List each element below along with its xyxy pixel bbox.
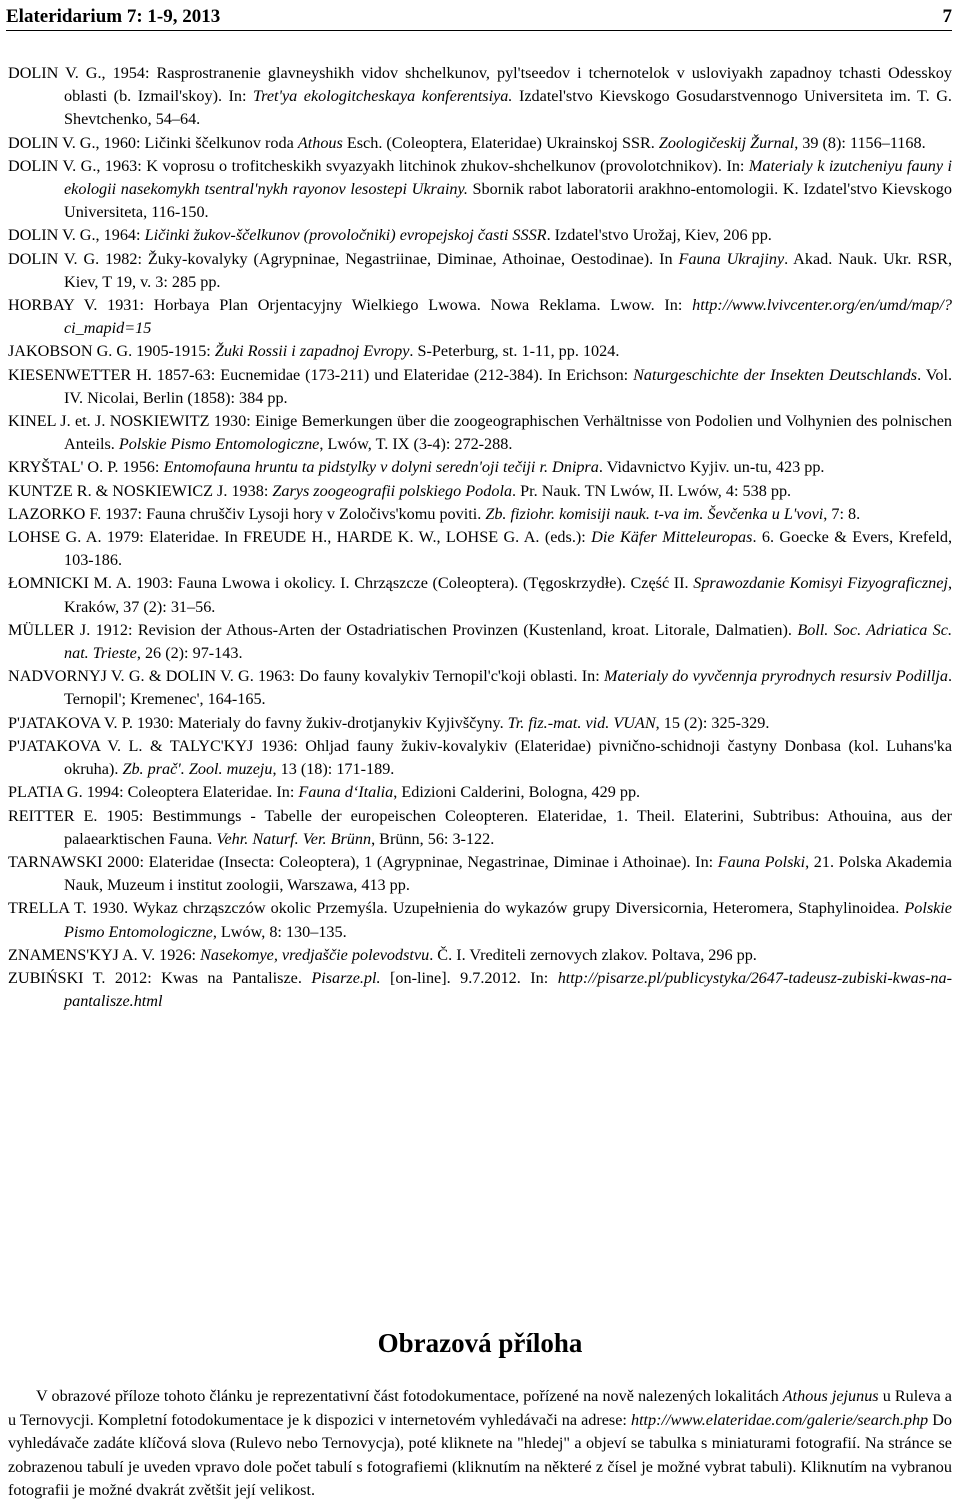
text-run: P'JATAKOVA V. P. 1930: Materialy do favny žukiv-drotjanykiv Kyjivščyny. <box>8 713 508 732</box>
reference-entry <box>8 851 952 897</box>
italic-text: Boll. Soc. Adriatica Sc. nat. Trieste <box>64 620 953 663</box>
text-run: , 15 (2): 325-329. <box>655 713 770 732</box>
section-title: Obrazová příloha <box>377 1328 583 1358</box>
text-run: PLATIA G. 1994: Coleoptera Elateridae. In: <box>8 783 299 802</box>
reference-entry <box>8 132 952 155</box>
text-run: DOLIN V. G., 1954: Rasprostranenie glavneyshikh vidov shchelkunov, pyl'tseedov i tchernotelok v usloviyakh zapadnoy tchasti Odesskoy oblasti (b. Izmail'skoy). In: <box>8 64 952 106</box>
reference-entry <box>8 340 952 363</box>
page-number: 7 <box>942 6 952 27</box>
text-run: . Izdatel'stvo Urožaj, Kiev, 206 pp. <box>546 226 772 245</box>
text-run: , 39 (8): 1156–1168. <box>794 133 926 152</box>
reference-entry <box>8 294 952 340</box>
reference-entry <box>8 665 952 711</box>
reference-entry <box>8 712 952 735</box>
italic-text: Tr. fiz.-mat. vid. VUAN <box>507 713 656 732</box>
text-run: TRELLA T. 1930. Wykaz chrząszczów okolic Przemyśla. Uzupełnienia do wykazów grupy Diversicornia, Heteromera, Staphylinoidea. <box>8 899 905 918</box>
text-run: . Akad. Nauk. Ukr. RSR, Kiev, T 19, v. 3: 285 pp. <box>64 249 952 291</box>
text-run: u Ruleva a u Ternovycji. Kompletní fotodokumentace je k dispozici v internetovém vyhledávači na adrese: <box>8 1387 952 1429</box>
reference-entry <box>8 224 952 247</box>
text-run: MÜLLER J. 1912: Revision der Athous-Arten der Ostadriatischen Provinzen (Kustenland, kroat. Litorale, Dalmatien). <box>8 620 798 639</box>
italic-text: Fauna Polski <box>717 852 806 871</box>
text-run: HORBAY V. 1931: Horbaya Plan Orjentacyjny Wielkiego Lwowa. Nowa Reklama. Lwow. In: <box>8 296 693 315</box>
text-run: P'JATAKOVA V. L. & TALYC'KYJ 1936: Ohljad fauny žukiv-kovalykiv (Elateridae) pivnično-schidnoji častyny Donbasa (kol. Luhans'ka okruha). <box>8 736 952 779</box>
italic-text: Athous <box>297 133 343 152</box>
italic-text: Nasekomye, vredjaščie polevodstvu <box>200 945 430 964</box>
text-run: LOHSE G. A. 1979: Elateridae. In FREUDE H., HARDE K. W., LOHSE G. A. (eds.): <box>8 528 592 547</box>
italic-text: Naturgeschichte der Insekten Deutschlands <box>633 365 918 384</box>
text-run: . Vol. IV. Nicolai, Berlin (1858): 384 pp. <box>64 365 952 407</box>
text-run: JAKOBSON G. G. 1905-1915: <box>8 342 215 361</box>
reference-entry <box>8 897 952 943</box>
reference-entry <box>8 503 952 526</box>
text-run: KUNTZE R. & NOSKIEWICZ J. 1938: <box>8 481 273 500</box>
italic-text: Fauna Ukrajiny <box>678 249 785 268</box>
text-run: , Edizioni Calderini, Bologna, 429 pp. <box>393 783 641 802</box>
italic-text: Polskie Pismo Entomologiczne <box>118 435 320 454</box>
reference-entry <box>8 735 952 781</box>
text-run: Sbornik rabot laboratorii arakhno-entomologii. K. Izdatel'stvo Kievskogo Universiteta, 116-150. <box>64 180 952 222</box>
journal-citation: Elateridarium 7: 1-9, 2013 <box>6 6 221 27</box>
reference-list <box>8 62 952 1013</box>
text-run: . Ternopil'; Kremenec', 164-165. <box>64 667 952 709</box>
reference-entry <box>8 410 952 456</box>
italic-text: Tret'ya ekologitcheskaya konferentsiya. <box>253 87 513 106</box>
text-run: ZNAMENS'KYJ A. V. 1926: <box>8 945 201 964</box>
reference-entry <box>8 62 952 132</box>
text-run: LAZORKO F. 1937: Fauna chruščiv Lysoji hory v Zoločivs'komu poviti. <box>8 504 486 523</box>
italic-text: http://www.lvivcenter.org/en/umd/map/?ci_mapid=15 <box>64 296 952 338</box>
italic-text: Polskie Pismo Entomologiczne <box>64 899 952 941</box>
reference-entry <box>8 967 952 1013</box>
appendix-paragraph <box>8 1385 952 1503</box>
text-run: , Brünn, 56: 3-122. <box>371 829 495 848</box>
text-run: NADVORNYJ V. G. & DOLIN V. G. 1963: Do fauny kovalykiv Ternopil'c'koji oblasti. In: <box>8 667 605 686</box>
text-run: DOLIN V. G., 1964: <box>8 226 145 245</box>
italic-text: http://pisarze.pl/publicystyka/2647-tadeusz-zubiski-kwas-na-pantalisze.html <box>64 968 952 1011</box>
running-header <box>6 0 952 31</box>
italic-text: Athous jejunus <box>782 1387 879 1405</box>
text-run: , 26 (2): 97-143. <box>136 644 243 663</box>
text-run: DOLIN V. G. 1982: Žuky-kovalyky (Agrypninae, Negastriinae, Diminae, Athoinae, Oestodinae). In <box>8 249 679 268</box>
text-run: . Vidavnictvo Kyjiv. un-tu, 423 pp. <box>598 458 825 477</box>
text-run: REITTER E. 1905: Bestimmungs - Tabelle der europeischen Coleopteren. Elateridae, 1. Theil. Elaterini, Subtribus: Athouina, aus der palaearktischen Fauna. <box>8 806 952 848</box>
reference-entry <box>8 526 952 572</box>
text-run: , 21. Polska Akademia Nauk, Muzeum i institut zoologii, Warszawa, 413 pp. <box>64 852 952 895</box>
italic-text: Zarys zoogeografii polskiego Podola <box>272 481 513 500</box>
text-run: ZUBIŃSKI T. 2012: Kwas na Pantalisze. <box>8 968 312 987</box>
italic-text: http://www.elateridae.com/galerie/search.php <box>630 1410 929 1429</box>
text-run: KRYŠTAL' O. P. 1956: <box>8 458 164 477</box>
reference-entry <box>8 155 952 225</box>
text-run: KINEL J. et. J. NOSKIEWITZ 1930: Einige Bemerkungen über die zoogeographischen Verhältnisse von Podolien und Volhynien des polnischen Anteils. <box>8 412 952 454</box>
italic-text: Ličinki žukov-ščelkunov (provoločniki) evropejskoj časti SSSR <box>144 226 547 245</box>
text-run: . 6. Goecke & Evers, Krefeld, 103-186. <box>64 528 953 570</box>
italic-text: Zoologičeskij Žurnal <box>658 133 795 152</box>
reference-entry <box>8 619 952 665</box>
italic-text: Zb. fiziohr. komisiji nauk. t-va im. Ševčenka u L'vovi <box>485 504 824 523</box>
text-run: Izdatel'stvo Kievskogo Gosudarstvennogo Universiteta im. T. G. Shevtchenko, 54–64. <box>64 87 952 129</box>
italic-text: Vehr. Naturf. Ver. Brünn <box>216 829 372 848</box>
text-run: , Lwów, T. IX (3-4): 272-288. <box>319 435 513 454</box>
text-run: DOLIN V. G., 1960: Ličinki ščelkunov roda <box>8 133 298 152</box>
reference-entry <box>8 781 952 804</box>
italic-text: Fauna d‘Italia <box>298 783 394 802</box>
italic-text: Materialy do vyvčennja pryrodnych resursiv Podillja <box>604 667 948 686</box>
italic-text: Žuki Rossii i zapadnoj Evropy <box>214 342 410 361</box>
reference-entry <box>8 456 952 479</box>
reference-entry <box>8 944 952 967</box>
reference-entry <box>8 364 952 410</box>
reference-entry <box>8 805 952 851</box>
text-run: , Kraków, 37 (2): 31–56. <box>64 574 952 616</box>
text-run: , Lwów, 8: 130–135. <box>212 922 347 941</box>
text-run: V obrazové příloze tohoto článku je reprezentativní část fotodokumentace, pořízené na nově nalezených lokalitách <box>36 1387 783 1405</box>
reference-entry <box>8 248 952 294</box>
text-run: Esch. (Coleoptera, Elateridae) Ukrainskoj SSR. <box>342 133 659 152</box>
text-run: ŁOMNICKI M. A. 1903: Fauna Lwowa i okolicy. I. Chrząszcze (Coleoptera). (Tęgoskrzydłe). Część II. <box>8 574 694 593</box>
text-run: DOLIN V. G., 1963: K voprosu o trofitcheskikh svyazyakh litchinok zhukov-shchelkunov (provolotchnikov). In: <box>8 156 749 175</box>
text-run: KIESENWETTER H. 1857-63: Eucnemidae (173-211) und Elateridae (212-384). In Erichson: <box>8 365 634 384</box>
italic-text: Entomofauna hruntu ta pidstylky v dolyni seredn'oji tečiji r. Dnipra <box>163 458 599 477</box>
text-run: Do vyhledávače zadáte klíčová slova (Rulevo nebo Ternovycja), poté kliknete na "hledej" a objeví se tabulka s miniaturami fotografií. Na stránce se zobrazenou tabulí je uveden vpravo dole počet tabulí s fotografiemi (kliknutím na některé z čísel je možné vybrat tabuli). Kliknutím na vybranou fotografii je možné dvakrát zvětšit její velikost. <box>8 1410 952 1500</box>
italic-text: Zb. prač'. Zool. muzeju <box>122 760 273 779</box>
reference-entry <box>8 572 952 618</box>
text-run: TARNAWSKI 2000: Elateridae (Insecta: Coleoptera), 1 (Agrypninae, Negastrinae, Diminae i Athoinae). In: <box>8 852 718 871</box>
text-run: . Pr. Nauk. TN Lwów, II. Lwów, 4: 538 pp. <box>512 481 792 500</box>
text-run: , 7: 8. <box>823 504 861 523</box>
text-run: . S-Peterburg, st. 1-11, pp. 1024. <box>409 342 620 361</box>
italic-text: Pisarze.pl. <box>311 968 381 987</box>
text-run: . Č. I. Vrediteli zernovych zlakov. Poltava, 296 pp. <box>429 945 757 964</box>
italic-text: Sprawozdanie Komisyi Fizyograficznej <box>693 574 948 593</box>
reference-entry <box>8 480 952 503</box>
text-run: [on-line]. 9.7.2012. In: <box>380 968 558 987</box>
italic-text: Die Käfer Mitteleuropas <box>591 528 753 547</box>
italic-text: Materialy k izutcheniyu fauny i ekologii nasekomykh tsentral'nykh rayonov lesostepi Ukrainy. <box>64 156 952 199</box>
text-run: , 13 (18): 171-189. <box>272 760 395 779</box>
